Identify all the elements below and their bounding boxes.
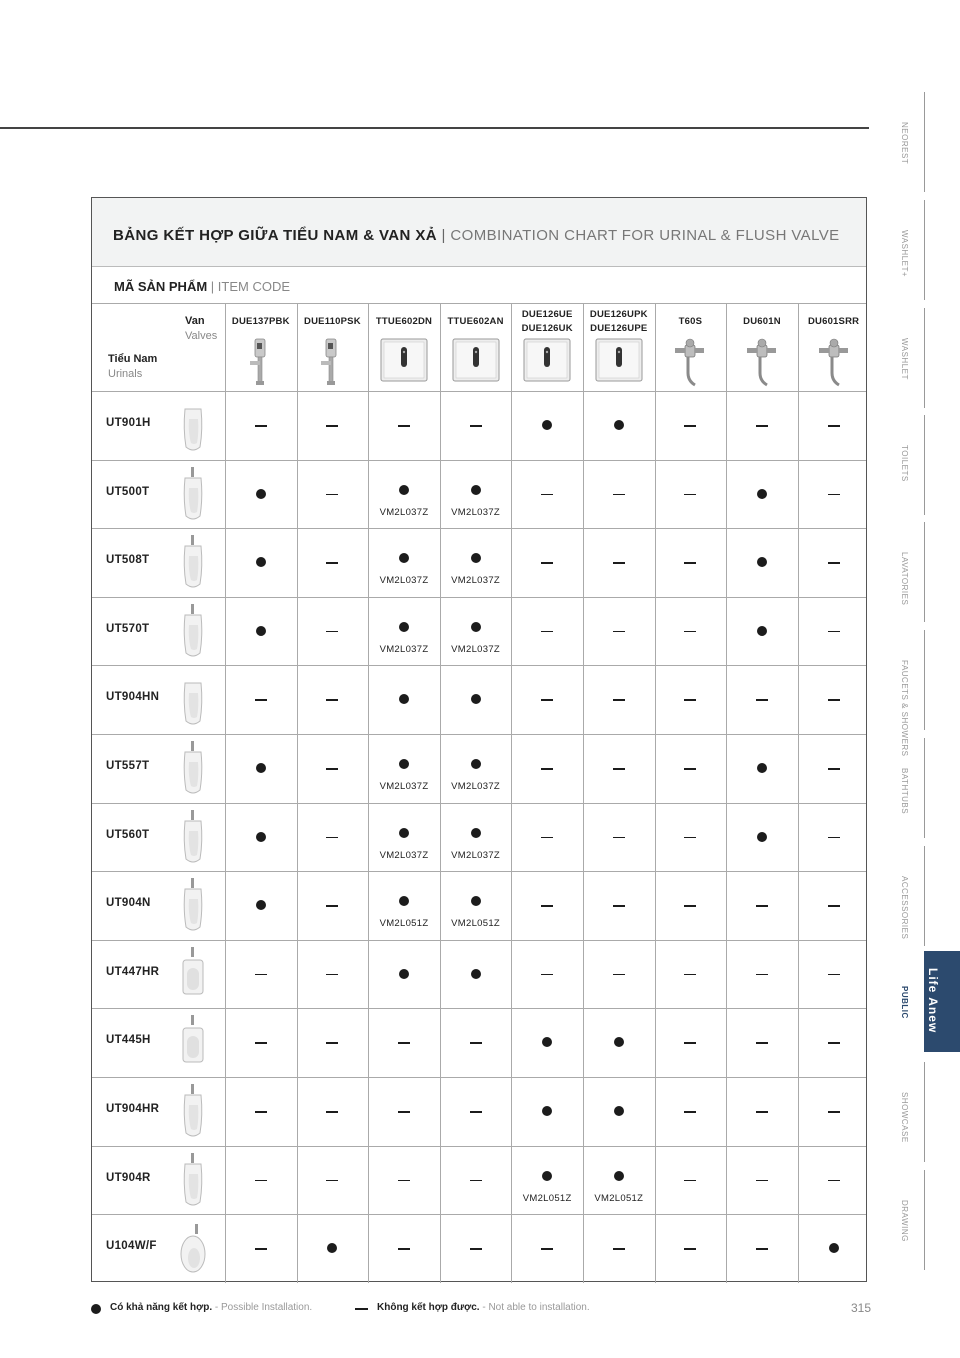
corner-valve-vn: Van [185,315,205,327]
column-code: DU601SRR [807,316,860,327]
compatible-dot [256,900,266,910]
legend-not-vn: Không kết hợp được. [377,1302,480,1313]
compatible-dot [399,622,409,632]
incompatible-dash [684,837,696,839]
column-divider [511,303,512,1283]
compatible-dot [256,557,266,567]
urinal-icon [178,1220,208,1283]
incompatible-dash [828,494,840,496]
incompatible-dash [255,974,267,976]
incompatible-dash [684,1180,696,1182]
compatible-dot [399,759,409,769]
incompatible-dash [684,768,696,770]
compatible-dot [399,694,409,704]
side-active-label: Life Anew [926,968,940,1034]
row-divider [92,734,866,735]
compatible-dot [757,832,767,842]
incompatible-dash [326,425,338,427]
compatible-dot [614,1171,624,1181]
incompatible-dash [828,1042,840,1044]
incompatible-dash [470,1042,482,1044]
urinal-code: UT447HR [106,965,160,978]
item-code-label [114,279,290,294]
row-divider [92,1146,866,1147]
incompatible-dash [470,1111,482,1113]
incompatible-dash [828,905,840,907]
compatible-dot [471,896,481,906]
incompatible-dash [326,631,338,633]
incompatible-dash [326,1111,338,1113]
column-divider [583,303,584,1283]
side-active-section[interactable]: PUBLIC [900,986,909,1019]
adapter-code: VM2L051Z [594,1192,644,1204]
row-divider [92,1214,866,1215]
incompatible-dash [828,1111,840,1113]
urinal-code: UT508T [106,554,150,567]
incompatible-dash [398,1111,410,1113]
side-nav-divider [924,200,925,300]
incompatible-dash [326,1180,338,1182]
legend-not-possible [377,1302,590,1313]
side-nav-divider [924,1170,925,1270]
incompatible-dash [756,974,768,976]
compatible-dot [399,485,409,495]
row-divider [92,940,866,941]
incompatible-dash [255,1248,267,1250]
manual-flush-valve-icon [673,337,707,392]
row-divider [92,460,866,461]
incompatible-dash [756,425,768,427]
incompatible-dash [398,425,410,427]
incompatible-dash [613,699,625,701]
compatible-dot [471,622,481,632]
column-divider [655,303,656,1283]
column-divider [225,303,226,1283]
incompatible-dash [684,425,696,427]
item-code-sep: | [207,279,218,294]
column-code: T60S [678,316,703,327]
compatible-dot [256,626,266,636]
compatible-dot [542,1037,552,1047]
incompatible-dash [255,699,267,701]
incompatible-dash [684,562,696,564]
incompatible-dash [326,837,338,839]
incompatible-dash [470,425,482,427]
side-nav-label: SHOWCASE [900,1092,909,1143]
side-nav-label: LAVATORIES [900,552,909,606]
column-divider [297,303,298,1283]
incompatible-dash [684,1111,696,1113]
column-header-du601srr [798,315,870,329]
compatible-dot [471,485,481,495]
incompatible-dash [326,974,338,976]
incompatible-dash [684,1042,696,1044]
item-code-vn: MÃ SẢN PHẨM [114,279,208,294]
compatible-dot [757,489,767,499]
compatible-dot [757,763,767,773]
sensor-flush-valve-icon [317,337,347,392]
incompatible-dash [541,1248,553,1250]
row-divider [92,1077,866,1078]
side-nav-divider [924,1062,925,1162]
side-nav-item[interactable] [896,200,960,300]
sensor-panel-icon [594,337,644,388]
column-code: DUE126UPK [589,309,648,320]
side-nav-divider [924,308,925,408]
urinal-icon [178,1152,208,1215]
adapter-code: VM2L037Z [379,506,429,518]
side-nav-item[interactable] [896,415,960,515]
column-code-alt: DUE126UPE [590,323,648,334]
side-nav-divider [924,522,925,622]
row-divider [92,1008,866,1009]
urinal-code: UT570T [106,622,150,635]
side-nav-divider [924,846,925,946]
incompatible-dash [470,1180,482,1182]
side-nav-item[interactable] [896,1062,960,1162]
compatible-dot [256,832,266,842]
column-divider [726,303,727,1283]
incompatible-dash [398,1180,410,1182]
urinal-icon [178,1014,208,1077]
sensor-panel-icon [522,337,572,388]
legend-dot-icon [91,1304,101,1314]
incompatible-dash [828,425,840,427]
urinal-code: UT560T [106,828,150,841]
urinal-code: U104W/F [106,1240,157,1253]
urinal-icon [178,534,208,597]
side-nav-label: DRAWING [900,1200,909,1242]
side-nav-divider [924,92,925,192]
urinal-code: UT500T [106,485,150,498]
urinal-code: UT904HN [106,691,160,704]
compatible-dot [471,969,481,979]
compatible-dot [614,1106,624,1116]
adapter-code: VM2L037Z [379,849,429,861]
incompatible-dash [326,699,338,701]
side-nav-label: FAUCETS & SHOWERS [900,660,909,757]
column-header-due137pbk [225,315,297,329]
column-divider [798,303,799,1283]
incompatible-dash [613,1248,625,1250]
incompatible-dash [756,905,768,907]
compatible-dot [542,1171,552,1181]
column-code: DU601N [743,316,781,327]
incompatible-dash [613,562,625,564]
incompatible-dash [326,562,338,564]
chart-title [113,227,840,244]
compatible-dot [757,626,767,636]
side-nav-item[interactable] [896,308,960,408]
urinal-icon [178,946,208,1009]
chart-title-en: COMBINATION CHART FOR URINAL & FLUSH VALVE [450,227,840,244]
incompatible-dash [613,768,625,770]
compatible-dot [829,1243,839,1253]
adapter-code: VM2L037Z [451,781,501,792]
column-code: DUE137PBK [231,316,290,327]
column-header-due126ue [511,308,583,336]
adapter-code: VM2L037Z [379,781,429,792]
sensor-panel-icon [379,337,429,388]
legend-possible [110,1302,312,1313]
incompatible-dash [255,1111,267,1113]
side-nav-divider [924,415,925,515]
incompatible-dash [756,1111,768,1113]
column-header-ttue602an [440,315,512,329]
incompatible-dash [828,974,840,976]
urinal-icon [178,1083,208,1146]
urinal-icon [178,603,208,666]
compatible-dot [614,1037,624,1047]
adapter-code: VM2L051Z [451,918,501,930]
urinal-icon [178,809,208,872]
incompatible-dash [613,494,625,496]
adapter-code: VM2L037Z [379,643,429,655]
compatible-dot [471,828,481,838]
adapter-code: VM2L051Z [522,1192,572,1204]
incompatible-dash [756,1248,768,1250]
urinal-code: UT901H [106,417,151,429]
compatible-dot [471,553,481,563]
column-header-due126upk [583,308,655,336]
incompatible-dash [398,1248,410,1250]
side-nav-item[interactable] [896,630,960,757]
incompatible-dash [756,699,768,701]
side-nav-label: WASHLET+ [900,230,909,278]
incompatible-dash [541,631,553,633]
side-nav-divider [924,630,925,730]
column-code: TTUE602AN [447,316,504,327]
adapter-code: VM2L037Z [451,575,501,587]
corner-urinal-en: Urinals [108,368,143,380]
incompatible-dash [255,1042,267,1044]
side-navigation [896,92,960,1272]
corner-urinal-vn: Tiểu Nam [108,353,158,365]
side-nav-item[interactable] [896,522,960,622]
side-nav-label: BATHTUBS [900,768,909,815]
item-code-en: ITEM CODE [217,279,291,294]
side-nav-label: TOILETS [900,445,909,482]
incompatible-dash [470,1248,482,1250]
legend-not-en: - Not able to installation. [479,1302,590,1313]
column-code: TTUE602DN [375,316,433,327]
incompatible-dash [326,768,338,770]
compatible-dot [256,763,266,773]
incompatible-dash [613,837,625,839]
compatible-dot [256,489,266,499]
incompatible-dash [541,768,553,770]
column-divider [440,303,441,1283]
chart-title-sep: | [436,227,451,244]
compatible-dot [614,420,624,430]
urinal-code: UT904R [106,1171,151,1184]
side-nav-item[interactable] [896,1170,960,1270]
column-header-ttue602dn [368,315,440,329]
compatible-dot [399,896,409,906]
corner-valve-en: Valves [185,330,218,342]
side-nav-item[interactable] [896,92,960,192]
side-nav-label: NEOREST [900,122,909,165]
top-rule [0,127,869,129]
compatible-dot [471,694,481,704]
urinal-icon [178,397,208,460]
compatible-dot [542,420,552,430]
compatible-dot [399,969,409,979]
incompatible-dash [684,699,696,701]
urinal-icon [178,466,208,529]
incompatible-dash [828,562,840,564]
incompatible-dash [828,1180,840,1182]
incompatible-dash [326,905,338,907]
incompatible-dash [326,1042,338,1044]
legend-dash-icon [355,1308,368,1310]
incompatible-dash [541,699,553,701]
incompatible-dash [541,974,553,976]
urinal-code: UT557T [106,760,150,772]
compatible-dot [757,557,767,567]
incompatible-dash [684,494,696,496]
incompatible-dash [398,1042,410,1044]
row-divider [92,871,866,872]
side-nav-item[interactable] [896,846,960,946]
adapter-code: VM2L037Z [379,575,429,587]
incompatible-dash [541,562,553,564]
column-code: DUE126UE [521,309,573,320]
urinal-code: UT904HR [106,1103,160,1115]
incompatible-dash [756,1042,768,1044]
chart-title-vn: BẢNG KẾT HỢP GIỮA TIỂU NAM & VAN XẢ [113,227,437,244]
side-nav-item[interactable] [896,738,960,838]
page-number: 315 [851,1301,872,1315]
incompatible-dash [684,905,696,907]
incompatible-dash [756,1180,768,1182]
column-code-alt: DUE126UK [521,323,573,334]
column-code: DUE110PSK [304,316,361,327]
incompatible-dash [828,699,840,701]
compatible-dot [399,553,409,563]
legend-possible-en: - Possible Installation. [212,1302,313,1313]
column-header-t60s [655,315,727,329]
incompatible-dash [326,494,338,496]
urinal-icon [178,740,208,803]
title-band [92,198,866,267]
side-nav-label: WASHLET [900,338,909,380]
row-divider [92,528,866,529]
sensor-panel-icon [451,337,501,388]
legend-possible-vn: Có khả năng kết hợp. [110,1302,213,1313]
row-divider [92,597,866,598]
urinal-code: UT904N [106,897,151,910]
column-header-due110psk [297,315,369,329]
row-divider [92,665,866,666]
adapter-code: VM2L051Z [379,918,429,930]
compatible-dot [399,828,409,838]
incompatible-dash [828,768,840,770]
adapter-code: VM2L037Z [451,506,501,518]
adapter-code: VM2L037Z [451,643,501,655]
compatible-dot [471,759,481,769]
manual-flush-valve-icon [745,337,779,392]
adapter-code: VM2L037Z [451,849,501,861]
incompatible-dash [828,631,840,633]
urinal-icon [178,877,208,940]
incompatible-dash [684,974,696,976]
combination-chart [91,197,867,1282]
column-divider [368,303,369,1283]
incompatible-dash [684,1248,696,1250]
compatible-dot [542,1106,552,1116]
incompatible-dash [541,905,553,907]
incompatible-dash [613,631,625,633]
sensor-flush-valve-icon [246,337,276,392]
urinal-code: UT445H [106,1034,151,1047]
side-nav-label: ACCESSORIES [900,876,909,940]
incompatible-dash [541,494,553,496]
incompatible-dash [684,631,696,633]
incompatible-dash [255,1180,267,1182]
manual-flush-valve-icon [817,337,851,392]
header-divider [92,303,866,304]
incompatible-dash [541,837,553,839]
row-divider [92,803,866,804]
compatible-dot [327,1243,337,1253]
incompatible-dash [613,974,625,976]
incompatible-dash [613,905,625,907]
column-header-du601n [726,315,798,329]
incompatible-dash [255,425,267,427]
incompatible-dash [828,837,840,839]
side-nav-divider [924,738,925,838]
urinal-icon [178,671,208,734]
